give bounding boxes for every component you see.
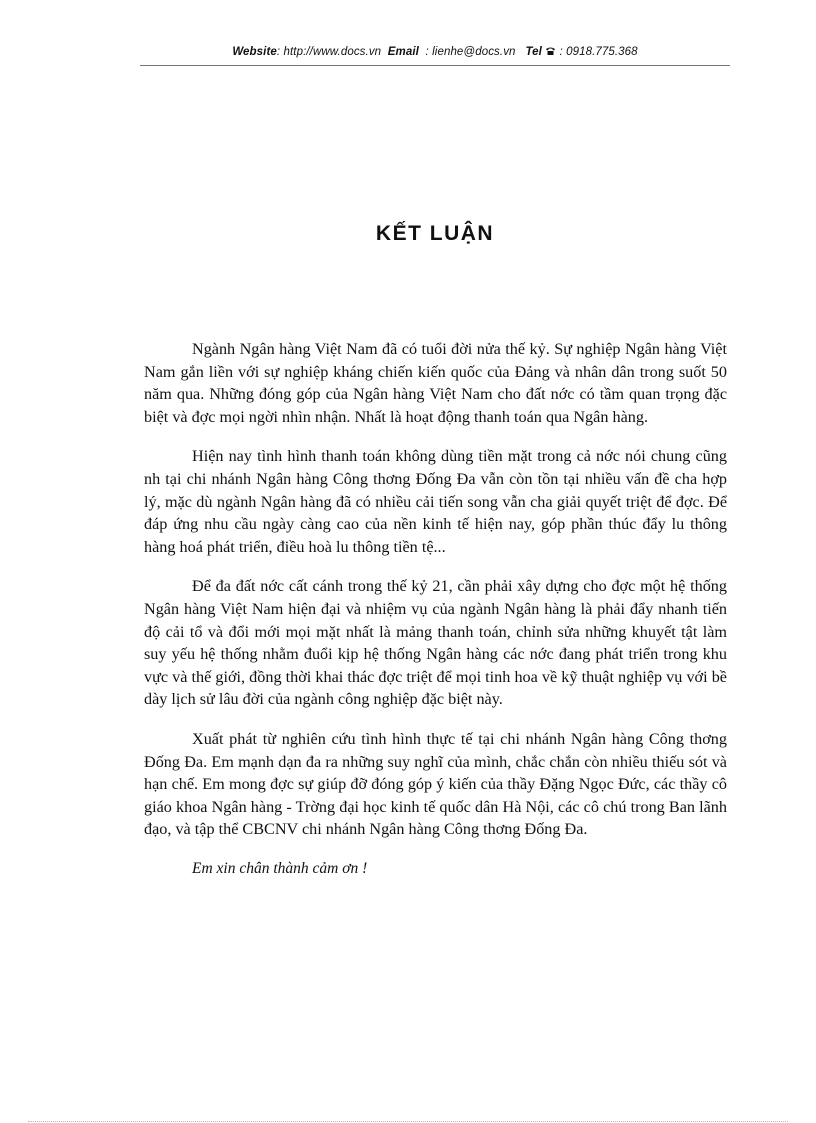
paragraph-1: Ngành Ngân hàng Việt Nam đã có tuổi đời nửa thế kỷ. Sự nghiệp Ngân hàng Việt Nam gắn liền với sự nghiệp kháng chiến kiến quốc của Đảng và nhân dân trong suốt 50 năm qua. Những đóng góp của Ngân hàng Việt Nam cho đất nớc có tầm quan trọng đặc biệt và đợc mọi ngời nhìn nhận. Nhất là hoạt động thanh toán qua Ngân hàng. — [144, 340, 727, 426]
email-value[interactable]: : lienhe@docs.vn — [425, 46, 516, 58]
header-divider — [140, 65, 730, 66]
website-value[interactable]: : http://www.docs.vn — [276, 46, 382, 58]
tel-value: : 0918.775.368 — [559, 46, 638, 58]
footer-divider — [28, 1121, 788, 1122]
closing-line: Em xin chân thành cảm ơn ! — [192, 859, 368, 877]
paragraph-4: Xuất phát từ nghiên cứu tình hình thực tế tại chi nhánh Ngân hàng Công thơng Đống Đa. Em mạnh dạn đa ra những suy nghĩ của mình, chắc chắn còn nhiều thiếu sót và hạn chế. Em mong đợc sự giúp đỡ đóng góp ý kiến của thầy Đặng Ngọc Đức, các thầy cô giáo khoa Ngân hàng - Trờng đại học kinh tế quốc dân Hà Nội, các cô chú trong Ban lãnh đạo, và tập thể CBCNV chi nhánh Ngân hàng Công thơng Đống Đa. — [144, 729, 727, 839]
document-body — [144, 338, 727, 880]
paragraph-3: Để đa đất nớc cất cánh trong thế kỷ 21, cần phải xây dựng cho đợc một hệ thống Ngân hàng Việt Nam hiện đại và nhiệm vụ của ngành Ngân hàng là phải đẩy nhanh tiến độ cải tổ và đổi mới mọi mặt nhất là mảng thanh toán, chỉnh sửa những khuyết tật làm suy yếu hệ thống nhằm đuổi kịp hệ thống Ngân hàng các nớc đang phát triển trong khu vực và thế giới, đồng thời khai thác đợc triệt để mọi tinh hoa về kỹ thuật nghiệp vụ với bề dày lịch sử lâu đời của ngành công nghiệp đặc biệt này. — [144, 577, 727, 709]
tel-label: Tel — [525, 46, 542, 58]
website-label: Website — [232, 46, 277, 58]
email-label: Email — [387, 46, 419, 58]
page-header — [140, 46, 730, 58]
paragraph-2: Hiện nay tình hình thanh toán không dùng tiền mặt trong cả nớc nói chung cũng nh tại chi nhánh Ngân hàng Công thơng Đống Đa vẫn còn tồn tại nhiều vấn đề cha hợp lý, mặc dù ngành Ngân hàng đã có nhiều cải tiến song vẫn cha giải quyết triệt để đợc. Để đáp ứng nhu cầu ngày càng cao của nền kinh tế hiện nay, góp phần thúc đẩy lu thông hàng hoá phát triển, điều hoà lu thông tiền tệ... — [144, 447, 727, 556]
page-title: KẾT LUẬN — [375, 222, 495, 245]
phone-icon — [545, 46, 559, 58]
